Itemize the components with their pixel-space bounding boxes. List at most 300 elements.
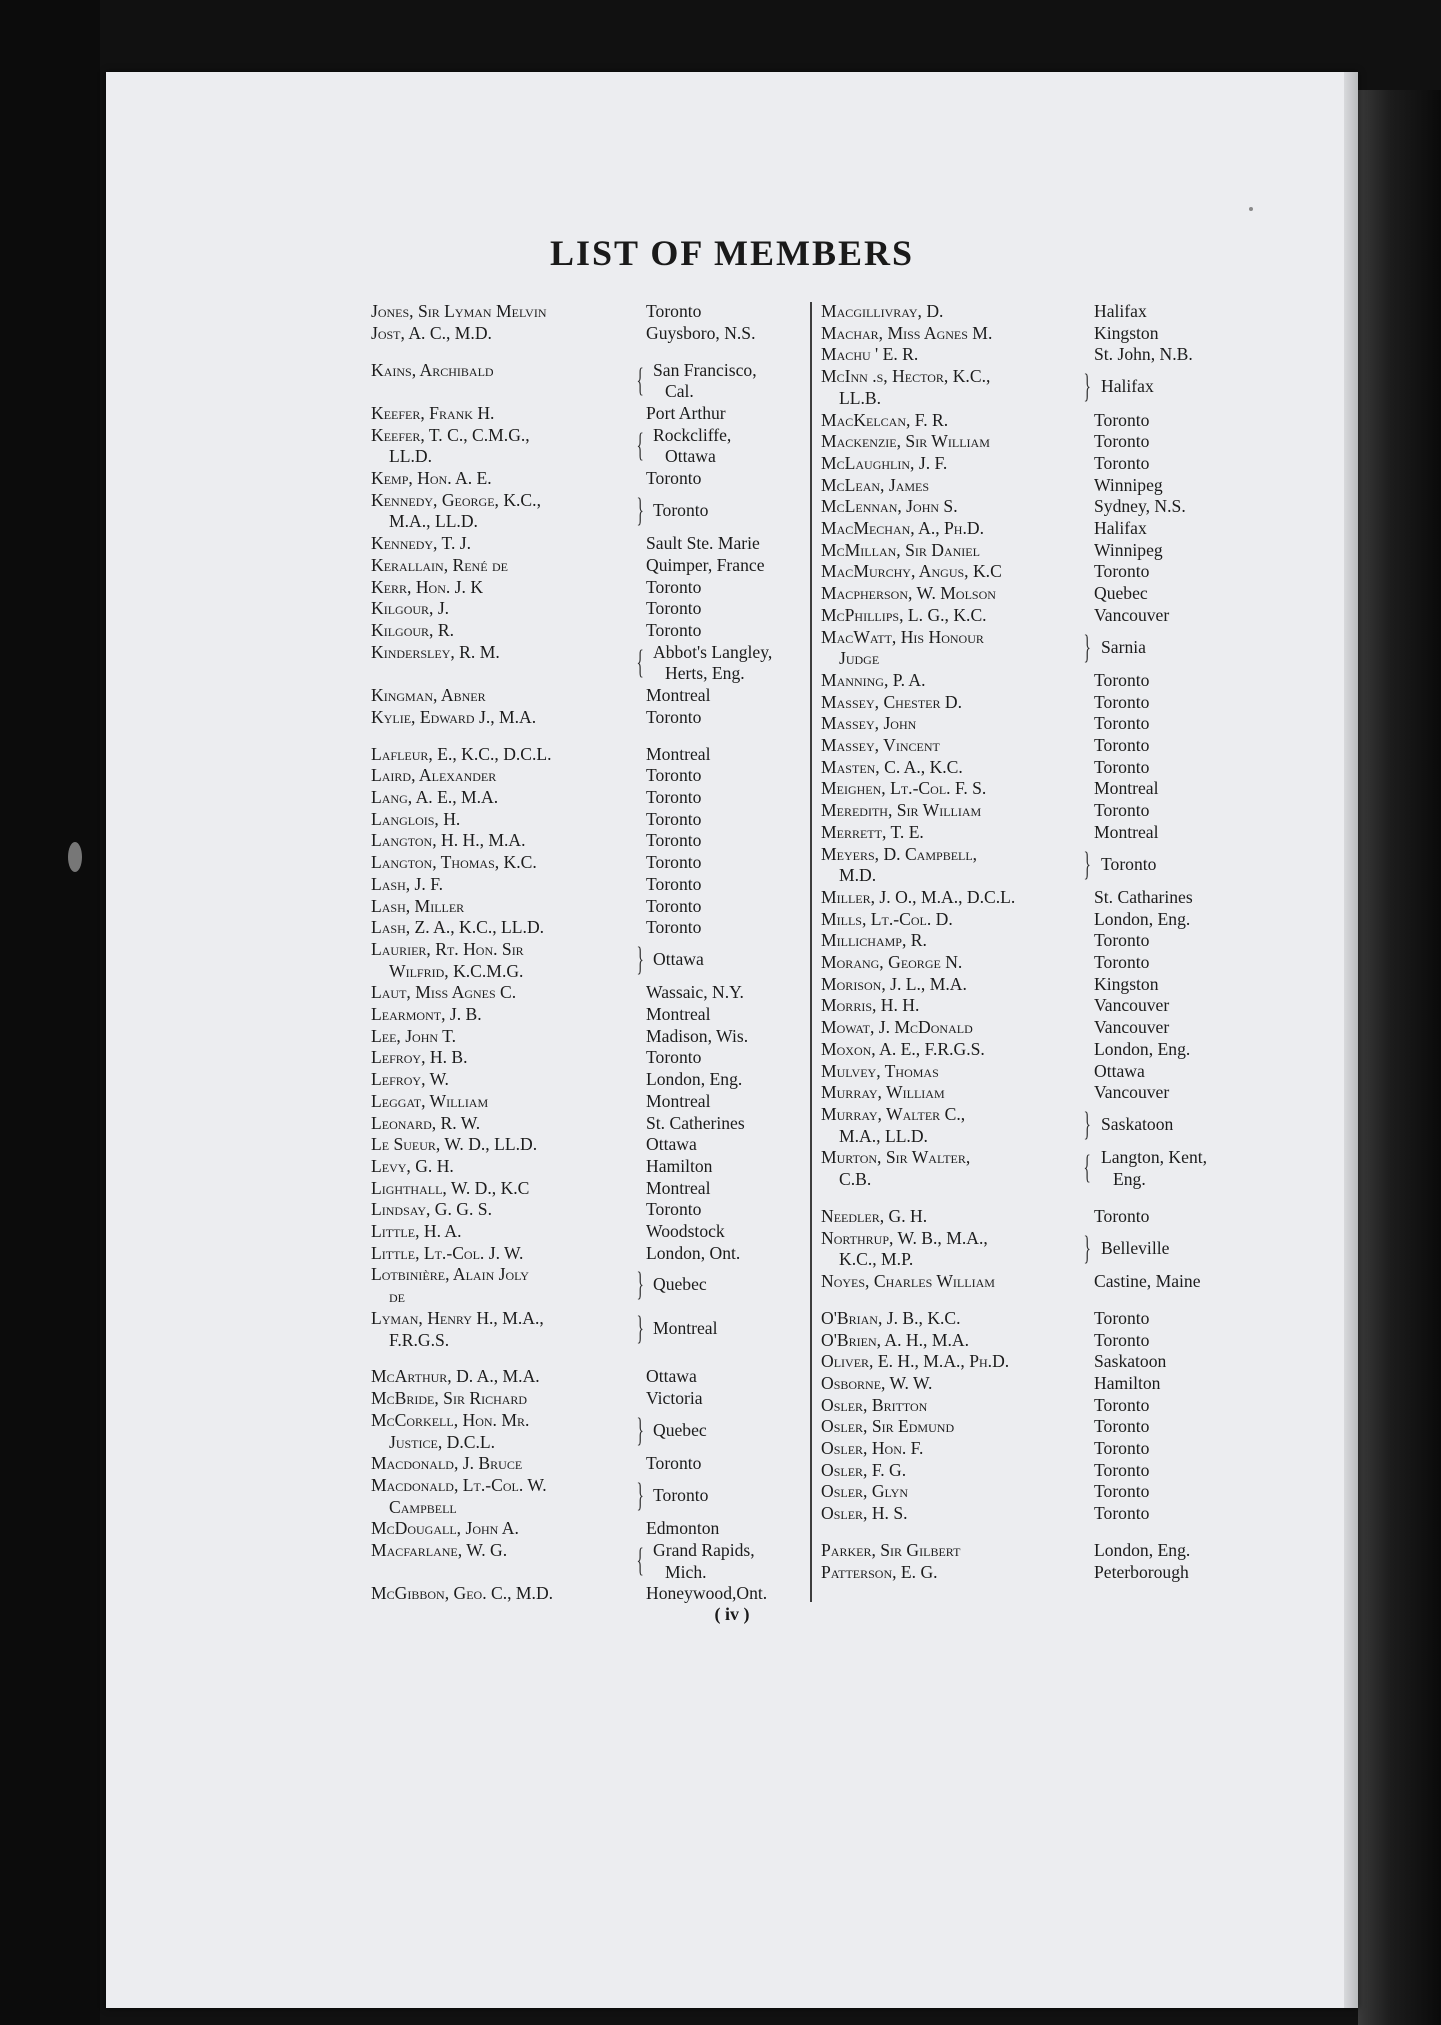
member-place: [1094, 1082, 1169, 1104]
member-place-line: Toronto: [1094, 452, 1150, 473]
member-place: [646, 896, 701, 918]
member-place-line: Kingston: [1094, 322, 1159, 343]
member-entry: [821, 561, 1341, 583]
member-place-line: Ottawa: [646, 1366, 697, 1387]
member-name-line: Needler, G. H.: [821, 1205, 928, 1226]
member-name-line: McArthur, D. A., M.A.: [371, 1366, 540, 1387]
member-entry: [371, 1004, 811, 1026]
member-entry: [821, 1351, 1341, 1373]
member-place: [646, 323, 755, 345]
member-place-line: Rockcliffe,: [653, 424, 732, 445]
member-entry: [821, 757, 1341, 779]
member-entry: [821, 1330, 1341, 1352]
member-entry: [371, 685, 811, 707]
member-name-line: Leggat, William: [371, 1090, 489, 1111]
member-name-line: Keefer, Frank H.: [371, 402, 495, 423]
member-place-line: Quimper, France: [646, 554, 765, 575]
member-place-line: Castine, Maine: [1094, 1270, 1201, 1291]
member-place-line: Montreal: [646, 1177, 711, 1198]
member-entry: [371, 1199, 811, 1221]
brace-glyph: }: [636, 940, 644, 978]
member-entry: [821, 605, 1341, 627]
member-name-line: Osler, F. G.: [821, 1459, 907, 1480]
member-name: [371, 852, 537, 874]
member-place-line: Toronto: [646, 830, 702, 851]
member-name: [821, 1039, 985, 1061]
member-name: [371, 1410, 529, 1453]
member-name-continuation: Wilfrid, K.C.M.G.: [389, 960, 524, 981]
member-name: [371, 1134, 537, 1156]
member-name-line: McLean, James: [821, 474, 930, 495]
member-place-line: Montreal: [1094, 821, 1159, 842]
member-name-line: McPhillips, L. G., K.C.: [821, 604, 987, 625]
member-place-line: Toronto: [646, 619, 702, 640]
member-name: [371, 620, 454, 642]
member-entry: [821, 1082, 1341, 1104]
member-entry: [371, 1069, 811, 1091]
member-entry: [821, 1503, 1341, 1525]
member-place: [646, 1091, 711, 1113]
member-place-line: Toronto: [653, 499, 709, 520]
member-place: [646, 555, 765, 577]
member-entry: [371, 939, 811, 982]
member-name-line: Morris, H. H.: [821, 995, 920, 1016]
member-place: [646, 1113, 745, 1135]
member-name: [371, 1264, 529, 1307]
member-entry: [371, 323, 811, 345]
member-name: [371, 323, 492, 345]
member-name: [371, 642, 500, 664]
member-entry: [821, 1481, 1341, 1503]
member-place-line: St. John, N.B.: [1094, 344, 1193, 365]
member-name-line: Laird, Alexander: [371, 765, 497, 786]
member-place-line: Toronto: [646, 1453, 702, 1474]
member-place: [646, 982, 744, 1004]
member-place-line: London, Eng.: [1094, 1540, 1191, 1561]
member-place-line: Toronto: [646, 1199, 702, 1220]
member-place: [1094, 713, 1149, 735]
member-place-line: Halifax: [1094, 301, 1147, 321]
member-place-line: St. Catharines: [1094, 886, 1193, 907]
member-name: [371, 301, 547, 323]
member-place: [1094, 1481, 1149, 1503]
member-entry: [371, 852, 811, 874]
member-place-continuation: Mich.: [665, 1561, 707, 1582]
member-name: [821, 778, 986, 800]
member-entry: [821, 1460, 1341, 1482]
member-name: [371, 1199, 492, 1221]
member-place: [646, 917, 701, 939]
member-place-line: Toronto: [1094, 1503, 1150, 1524]
member-place: [1094, 1562, 1189, 1584]
member-name: [821, 410, 948, 432]
member-place-line: Toronto: [1094, 1481, 1150, 1502]
member-name-line: Mulvey, Thomas: [821, 1060, 939, 1081]
member-place-line: St. Catherines: [646, 1112, 745, 1133]
member-name-line: Lash, Z. A., K.C., LL.D.: [371, 917, 545, 938]
member-place-line: Madison, Wis.: [646, 1025, 749, 1046]
member-name-line: MacWatt, His Honour: [821, 626, 984, 647]
member-name: [371, 577, 483, 599]
member-name: [821, 692, 962, 714]
member-name: [371, 555, 508, 577]
member-place: [646, 1366, 697, 1388]
member-name: [371, 1178, 529, 1200]
member-entry: [821, 974, 1341, 996]
member-name: [821, 1308, 961, 1330]
member-place-line: Toronto: [1094, 431, 1150, 452]
member-name-line: Parker, Sir Gilbert: [821, 1540, 961, 1561]
member-place: [646, 1047, 701, 1069]
brace-glyph: {: [636, 426, 644, 464]
member-entry: [821, 887, 1341, 909]
member-place-line: Ottawa: [1094, 1060, 1145, 1081]
member-name: [371, 1540, 507, 1562]
member-name: [371, 425, 530, 468]
member-name: [371, 874, 443, 896]
member-name: [371, 1366, 540, 1388]
member-place-line: Halifax: [1094, 518, 1147, 538]
member-entry: [821, 1017, 1341, 1039]
document-page: [106, 72, 1358, 2008]
member-place-line: Montreal: [646, 1004, 711, 1025]
member-place: [1094, 344, 1193, 366]
member-name-line: Lefroy, H. B.: [371, 1047, 468, 1068]
member-place: [1094, 410, 1149, 432]
member-place: [646, 765, 701, 787]
member-entry: [371, 620, 811, 642]
member-name-continuation: M.A., LL.D.: [389, 511, 478, 532]
brace-glyph: }: [1083, 845, 1091, 883]
member-name-continuation: de: [389, 1286, 405, 1307]
member-place: [1094, 974, 1159, 996]
member-name-line: Kerr, Hon. J. K: [371, 576, 484, 597]
member-place: [1094, 583, 1148, 605]
member-entry: [371, 642, 811, 685]
member-name-line: Machar, Miss Agnes M.: [821, 322, 993, 343]
member-place: [1094, 301, 1147, 323]
member-place-line: Toronto: [1094, 930, 1150, 951]
member-place: [646, 598, 701, 620]
member-place: [1094, 1061, 1145, 1083]
member-entry: [821, 844, 1341, 887]
member-name-line: Lefroy, W.: [371, 1069, 449, 1090]
member-name-line: Keefer, T. C., C.M.G.,: [371, 424, 530, 445]
member-place: [646, 1199, 701, 1221]
member-place-line: Vancouver: [1094, 604, 1170, 625]
member-entry: [821, 1562, 1341, 1584]
member-entry: [821, 909, 1341, 931]
member-place-line: Sault Ste. Marie: [646, 533, 760, 554]
member-name: [821, 1206, 927, 1228]
member-place: [1094, 930, 1149, 952]
member-name-line: Massey, Vincent: [821, 735, 940, 755]
member-name: [821, 1503, 908, 1525]
member-name-line: Meighen, Lt.-Col. F. S.: [821, 778, 987, 799]
member-place-line: Montreal: [646, 1090, 711, 1111]
brace-glyph: }: [1083, 1229, 1091, 1267]
member-name-line: Macpherson, W. Molson: [821, 583, 996, 604]
member-name: [371, 744, 552, 766]
member-place-line: San Francisco,: [653, 359, 757, 380]
member-name: [371, 1156, 454, 1178]
member-name-line: Osborne, W. W.: [821, 1372, 933, 1393]
member-name-line: Langlois, H.: [371, 808, 461, 829]
member-place: [1094, 1206, 1149, 1228]
book-spine: [1358, 90, 1441, 2025]
member-entry: [371, 1366, 811, 1388]
member-entry: [371, 765, 811, 787]
member-place-line: Toronto: [1094, 952, 1150, 972]
member-place: [1101, 1238, 1169, 1260]
member-entry: [821, 778, 1341, 800]
member-place: [1094, 453, 1149, 475]
page-title: LIST OF MEMBERS: [549, 233, 915, 273]
member-name: [371, 1453, 522, 1475]
member-place: [1094, 1438, 1149, 1460]
member-place: [1094, 540, 1163, 562]
member-place: [646, 620, 701, 642]
member-place-line: Toronto: [1101, 853, 1157, 874]
member-place-line: Quebec: [653, 1419, 707, 1440]
member-place-line: Toronto: [646, 808, 702, 829]
member-entry: [371, 598, 811, 620]
member-place-line: Montreal: [1094, 778, 1159, 799]
member-place: [653, 500, 708, 522]
member-entry: [821, 735, 1341, 757]
member-name-line: Lighthall, W. D., K.C: [371, 1177, 530, 1198]
member-name: [371, 1047, 468, 1069]
member-place: [646, 301, 701, 323]
member-name: [371, 787, 498, 809]
member-name-continuation: F.R.G.S.: [389, 1329, 450, 1350]
member-name-line: Merrett, T. E.: [821, 821, 924, 842]
member-place-continuation: Cal.: [665, 381, 694, 402]
member-name: [371, 917, 544, 939]
member-name-line: MacMechan, A., Ph.D.: [821, 518, 984, 538]
member-entry: [821, 453, 1341, 475]
member-entry: [371, 1134, 811, 1156]
member-place-line: Toronto: [646, 765, 702, 786]
member-name: [821, 1416, 954, 1438]
member-entry: [371, 555, 811, 577]
member-name-continuation: Campbell: [389, 1496, 457, 1517]
member-entry: [371, 425, 811, 468]
member-name-line: McBride, Sir Richard: [371, 1388, 528, 1409]
member-entry: [821, 1147, 1341, 1190]
member-place: [1094, 1308, 1149, 1330]
member-place-line: Belleville: [1101, 1237, 1170, 1258]
member-name: [371, 1221, 462, 1243]
member-place: [646, 1178, 711, 1200]
member-name: [821, 1373, 932, 1395]
member-name: [821, 909, 953, 931]
member-name-line: Osler, Glyn: [821, 1481, 909, 1502]
member-name: [821, 757, 963, 779]
member-entry: [371, 917, 811, 939]
member-place: [653, 360, 757, 403]
member-place: [1094, 995, 1169, 1017]
member-name: [371, 1113, 480, 1135]
member-name-line: Kemp, Hon. A. E.: [371, 468, 492, 489]
member-place: [646, 533, 760, 555]
member-place-line: Toronto: [646, 1047, 702, 1068]
member-name-line: Kingman, Abner: [371, 685, 486, 706]
member-place: [646, 1583, 767, 1605]
member-name-line: Meyers, D. Campbell,: [821, 843, 978, 864]
member-name-line: Kilgour, J.: [371, 598, 450, 619]
member-name-continuation: Justice, D.C.L.: [389, 1431, 496, 1452]
member-name-continuation: M.A., LL.D.: [839, 1125, 928, 1146]
member-name-line: Osler, Sir Edmund: [821, 1416, 955, 1437]
member-name-line: Manning, P. A.: [821, 669, 926, 690]
member-place-line: Toronto: [1094, 713, 1150, 734]
member-place: [1094, 952, 1149, 974]
member-place-line: Quebec: [653, 1274, 707, 1295]
member-name-line: Laut, Miss Agnes C.: [371, 982, 517, 1003]
member-entry: [371, 1221, 811, 1243]
member-name-line: Kylie, Edward J., M.A.: [371, 706, 537, 727]
member-name-line: Murray, Walter C.,: [821, 1103, 966, 1124]
member-place-line: Toronto: [1094, 1307, 1150, 1328]
member-entry: [371, 1410, 811, 1453]
member-entry: [821, 930, 1341, 952]
member-name: [371, 490, 541, 533]
member-place: [1094, 1460, 1149, 1482]
member-name-line: Osler, Hon. F.: [821, 1438, 924, 1459]
member-name: [821, 453, 947, 475]
member-place: [1094, 518, 1147, 540]
member-name: [821, 974, 967, 996]
member-name-line: Lafleur, E., K.C., D.C.L.: [371, 743, 552, 764]
member-place-line: Honeywood,Ont.: [646, 1583, 768, 1604]
member-name-line: Leonard, R. W.: [371, 1112, 481, 1133]
member-name-line: McDougall, John A.: [371, 1518, 519, 1539]
member-place-line: Winnipeg: [1094, 539, 1163, 560]
member-entry: [821, 410, 1341, 432]
member-name-line: Northrup, W. B., M.A.,: [821, 1227, 988, 1248]
member-name-line: McInn .s, Hector, K.C.,: [821, 366, 991, 387]
member-name: [821, 800, 981, 822]
member-place: [1094, 887, 1193, 909]
member-place-line: Toronto: [646, 706, 702, 727]
member-name-line: O'Brien, A. H., M.A.: [821, 1329, 969, 1350]
member-name-line: Le Sueur, W. D., LL.D.: [371, 1134, 538, 1155]
member-name: [821, 1082, 945, 1104]
member-place: [1094, 431, 1149, 453]
member-entry: [821, 995, 1341, 1017]
member-name: [371, 1091, 488, 1113]
member-name-line: Lee, John T.: [371, 1025, 456, 1046]
member-name-line: McMillan, Sir Daniel: [821, 539, 980, 560]
member-place-line: London, Eng.: [1094, 1038, 1191, 1059]
member-place-line: Toronto: [1094, 1329, 1150, 1350]
member-name: [821, 561, 1002, 583]
member-place-line: Toronto: [1094, 735, 1150, 755]
member-place-continuation: Eng.: [1113, 1169, 1146, 1189]
member-entry: [821, 1395, 1341, 1417]
member-name: [821, 1104, 965, 1147]
member-name-line: Massey, John: [821, 713, 917, 734]
member-place-line: Winnipeg: [1094, 474, 1163, 495]
member-entry: [821, 496, 1341, 518]
member-name-line: Kennedy, George, K.C.,: [371, 489, 541, 510]
member-name: [821, 1351, 1009, 1373]
page-edge: [1344, 72, 1358, 2008]
member-place: [646, 1221, 725, 1243]
member-name: [371, 685, 486, 707]
member-place-line: Ottawa: [653, 948, 704, 969]
member-name-line: Lotbinière, Alain Joly: [371, 1264, 529, 1285]
member-place: [646, 1388, 703, 1410]
member-name-line: Kennedy, T. J.: [371, 533, 471, 554]
member-place-line: Toronto: [1094, 1394, 1150, 1415]
member-place-line: Vancouver: [1094, 1017, 1170, 1038]
member-place-continuation: Herts, Eng.: [665, 663, 745, 684]
member-entry: [821, 1416, 1341, 1438]
member-name-line: Massey, Chester D.: [821, 691, 963, 712]
member-place: [1094, 1416, 1149, 1438]
member-name: [371, 896, 464, 918]
member-entry: [371, 744, 811, 766]
member-name: [371, 1069, 449, 1091]
member-entry: [371, 1156, 811, 1178]
member-name: [821, 605, 987, 627]
member-entry: [371, 809, 811, 831]
member-place: [646, 1156, 712, 1178]
scan-speck: [68, 842, 82, 872]
member-place: [1094, 496, 1186, 518]
member-name: [821, 1438, 923, 1460]
member-name-line: Kindersley, R. M.: [371, 641, 500, 662]
member-name: [371, 360, 494, 382]
member-place: [1094, 800, 1149, 822]
member-place-line: Sarnia: [1101, 636, 1146, 657]
member-place-line: Toronto: [646, 917, 702, 938]
member-name-line: Kains, Archibald: [371, 359, 494, 380]
member-name: [821, 1061, 939, 1083]
scan-background: [0, 0, 100, 2025]
member-place-line: Toronto: [1094, 756, 1150, 777]
member-place: [646, 1026, 748, 1048]
member-place: [653, 1485, 708, 1507]
member-place: [646, 787, 701, 809]
member-place-line: Toronto: [646, 598, 702, 619]
member-entry: [371, 533, 811, 555]
member-entry: [371, 1178, 811, 1200]
member-entry: [821, 1373, 1341, 1395]
brace-glyph: {: [636, 643, 644, 681]
member-place-line: Ottawa: [646, 1134, 697, 1155]
member-place-line: Montreal: [653, 1317, 718, 1338]
member-place: [1094, 1540, 1190, 1562]
member-name: [821, 995, 919, 1017]
member-entry: [371, 403, 811, 425]
member-entry: [371, 301, 811, 323]
member-name: [821, 1147, 970, 1190]
member-place-line: Toronto: [1094, 669, 1150, 690]
member-name: [821, 1540, 960, 1562]
member-name-line: Mills, Lt.-Col. D.: [821, 908, 953, 929]
member-entry: [371, 1243, 811, 1265]
member-place: [646, 1004, 711, 1026]
member-name: [371, 1308, 544, 1351]
member-name-continuation: M.D.: [839, 865, 877, 886]
member-name-line: Jost, A. C., M.D.: [371, 322, 492, 343]
member-name: [371, 1475, 547, 1518]
member-place-line: Grand Rapids,: [653, 1540, 755, 1561]
member-place: [1101, 1114, 1173, 1136]
